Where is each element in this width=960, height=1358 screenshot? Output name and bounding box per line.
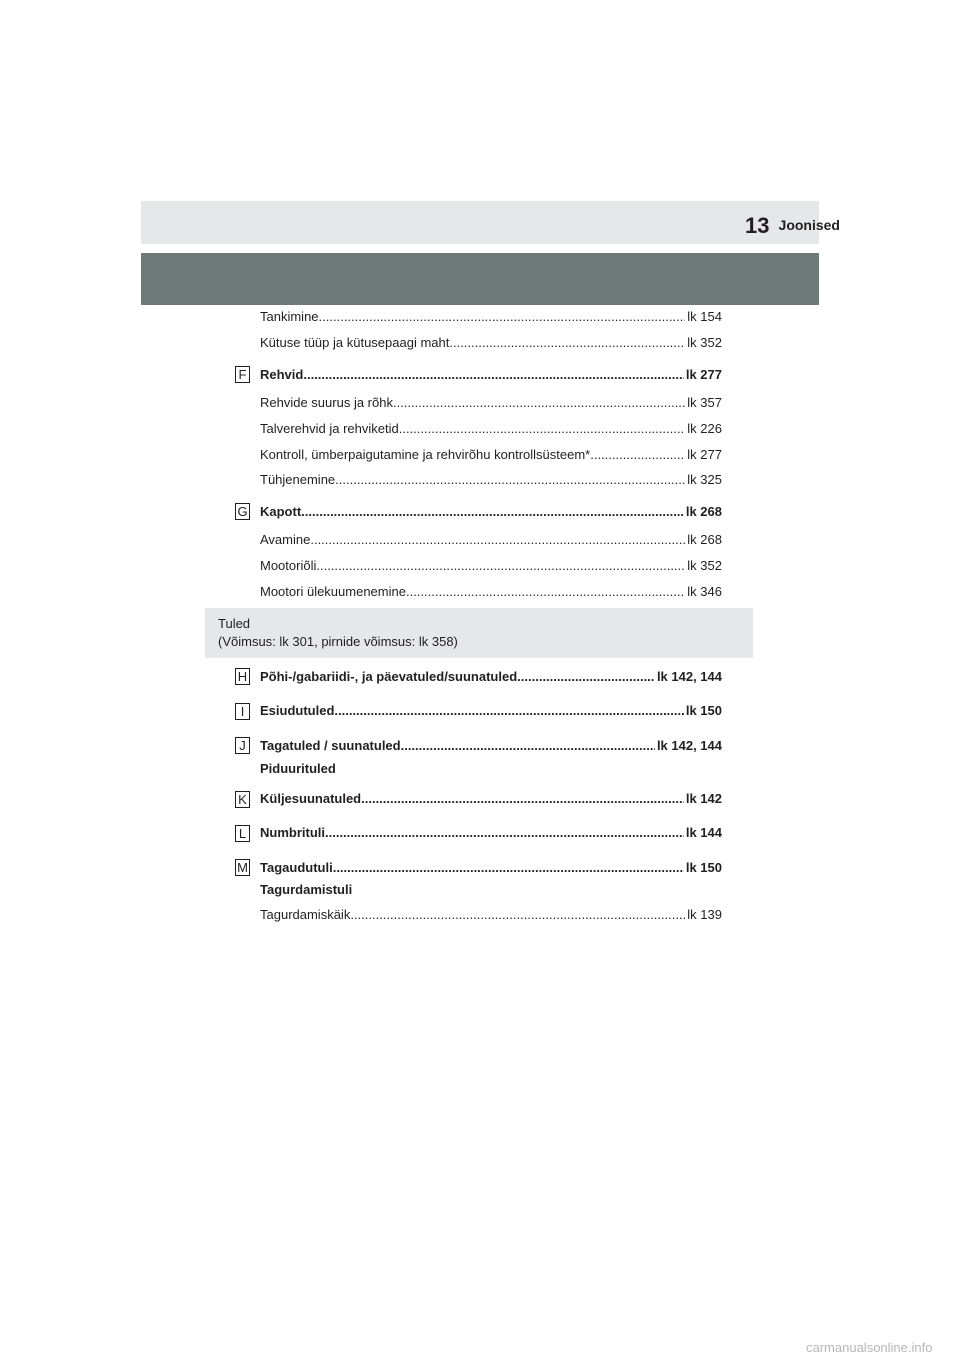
page-ref[interactable]: lk 144 [685, 825, 722, 840]
item-label: Avamine [260, 532, 311, 547]
group-title: Kapott [260, 504, 302, 519]
letter-marker-j: J [235, 737, 250, 754]
group-title: Küljesuunatuled [260, 791, 362, 806]
page-ref[interactable]: lk 268 [685, 504, 722, 519]
letter-marker-m: M [235, 859, 250, 876]
letter-marker-h: H [235, 668, 250, 685]
list-item [260, 335, 722, 355]
group-heading-i [260, 703, 722, 723]
page-number: 13 [745, 213, 770, 238]
page-ref[interactable]: lk 352 [687, 335, 722, 350]
page-ref[interactable]: lk 142, 144 [656, 669, 722, 684]
item-label: Mootoriõli [260, 558, 317, 573]
page-ref[interactable]: lk 277 [685, 367, 722, 382]
page-ref[interactable]: lk 325 [687, 472, 722, 487]
group-heading-m [260, 860, 722, 880]
note-title: Tuled [218, 616, 251, 631]
list-item [260, 558, 722, 578]
list-item [260, 447, 722, 467]
page-ref[interactable]: lk 226 [687, 421, 722, 436]
group-subtitle: Piduurituled [260, 761, 336, 776]
page-ref[interactable]: lk 352 [687, 558, 722, 573]
letter-marker-l: L [235, 825, 250, 842]
page-ref[interactable]: lk 150 [685, 860, 722, 875]
list-item [260, 532, 722, 552]
letter-marker-f: F [235, 366, 250, 383]
watermark: carmanualsonline.info [806, 1340, 933, 1355]
note-detail: (Võimsus: lk 301, pirnide võimsus: lk 358) [218, 634, 458, 649]
group-heading-g [260, 504, 722, 524]
group-heading-h [260, 669, 722, 689]
item-label: Kontroll, ümberpaigutamine ja rehvirõhu kontrollsüsteem* [260, 447, 591, 462]
list-item [260, 472, 722, 492]
page-ref[interactable]: lk 357 [687, 395, 722, 410]
page-ref[interactable]: lk 150 [685, 703, 722, 718]
list-item [260, 584, 722, 604]
page-ref[interactable]: lk 268 [687, 532, 722, 547]
group-title: Tagaudutuli [260, 860, 333, 875]
header-band [141, 201, 819, 244]
item-label: Mootori ülekuumenemine [260, 584, 406, 599]
item-label: Kütuse tüüp ja kütusepaagi maht [260, 335, 450, 350]
item-label: Talverehvid ja rehviketid [260, 421, 399, 436]
group-title: Numbrituli [260, 825, 325, 840]
group-heading-l [260, 825, 722, 845]
page-ref[interactable]: lk 154 [687, 309, 722, 324]
item-label: Rehvide suurus ja rõhk [260, 395, 393, 410]
group-heading-f [260, 367, 722, 387]
group-title: Tagatuled / suunatuled [260, 738, 401, 753]
letter-marker-i: I [235, 703, 250, 720]
letter-marker-k: K [235, 791, 250, 808]
letter-marker-g: G [235, 503, 250, 520]
group-title: Põhi-/gabariidi-, ja päevatuled/suunatuled [260, 669, 518, 684]
group-subtitle: Tagurdamistuli [260, 882, 353, 897]
item-label: Tühjenemine [260, 472, 336, 487]
group-heading-k [260, 791, 722, 811]
list-item [260, 309, 722, 329]
list-item [260, 421, 722, 441]
item-label: Tankimine [260, 309, 319, 324]
group-heading-j [260, 738, 722, 758]
page-ref[interactable]: lk 139 [687, 907, 722, 922]
group-title: Esiudutuled [260, 703, 335, 718]
item-label: Tagurdamiskäik [260, 907, 351, 922]
list-item [260, 907, 722, 927]
dark-band [141, 253, 819, 305]
page-ref[interactable]: lk 142, 144 [656, 738, 722, 753]
page-ref[interactable]: lk 142 [685, 791, 722, 806]
page-ref[interactable]: lk 346 [687, 584, 722, 599]
lights-note [205, 608, 753, 658]
group-title: Rehvid [260, 367, 304, 382]
list-item [260, 395, 722, 415]
page-ref[interactable]: lk 277 [687, 447, 722, 462]
section-title: Joonised [778, 217, 840, 233]
